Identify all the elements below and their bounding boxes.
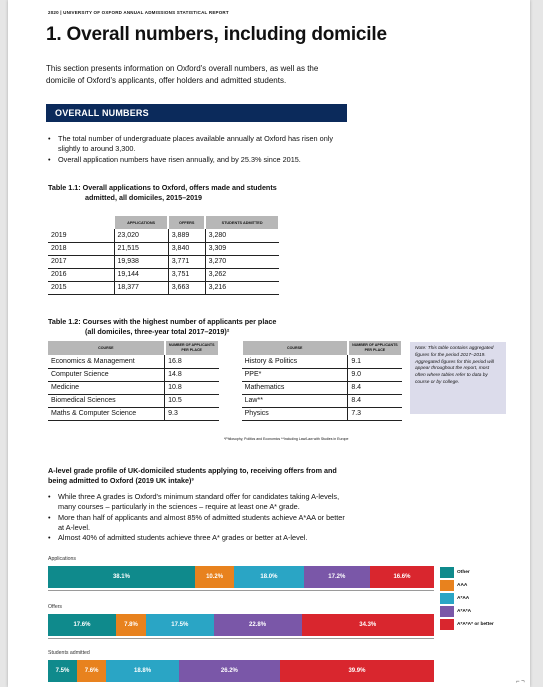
legend-label: A*A*A* or better: [457, 622, 494, 627]
legend-swatch: [440, 606, 454, 617]
legend-item: [440, 618, 494, 631]
col-header: COURSE: [242, 341, 348, 355]
bar-segment: 7.5%: [48, 660, 77, 682]
table-row: 2019 23,020 3,889 3,280: [48, 229, 279, 242]
table-row: 2017 19,938 3,771 3,270: [48, 255, 279, 268]
note-box: Note: This table contains aggregated figures for the period 2017–2019. Aggregated figures for this period will appear throughout the report, most often where tables refer to data by course or by college.: [410, 342, 506, 414]
col-header: APPLICATIONS: [114, 216, 168, 229]
legend-swatch: [440, 593, 454, 604]
table1-caption: Table 1.1: Overall applications to Oxford, offers made and students admitted, all domiciles, 2015–2019: [48, 183, 277, 202]
col-header: NUMBER OF APPLICANTS PER PLACE: [165, 341, 219, 355]
stacked-bar: [48, 566, 434, 588]
running-head: 2020 | UNIVERSITY OF OXFORD ANNUAL ADMISSIONS STATISTICAL REPORT: [48, 10, 229, 15]
bar-segment: 34.3%: [302, 614, 434, 636]
bar-segment: 22.8%: [214, 614, 302, 636]
bar-segment: 7.8%: [116, 614, 146, 636]
bar-category-label: Applications: [48, 556, 76, 562]
table-overall-applications: [48, 216, 280, 295]
divider: [48, 638, 434, 639]
bar-segment: 17.2%: [304, 566, 370, 588]
bar-category-label: Offers: [48, 604, 63, 610]
legend-label: Other: [457, 570, 470, 575]
bar-segment: 38.1%: [48, 566, 195, 588]
page-title: 1. Overall numbers, including domicile: [46, 24, 387, 45]
table2-footnote: *Philosophy, Politics and Economics **Including Law/Law with Studies in Europe: [224, 437, 349, 441]
table-row: 2015 18,377 3,663 3,216: [48, 281, 279, 294]
legend-item: [440, 566, 494, 579]
legend-swatch: [440, 580, 454, 591]
overall-bullets: [48, 134, 338, 165]
table-row: 2016 19,144 3,751 3,262: [48, 268, 279, 281]
table-row: Biomedical Sciences 10.5 Law** 8.4: [48, 394, 402, 407]
bullet-item: • Overall application numbers have risen annually, and by 25.3% since 2015.: [48, 155, 338, 165]
table-row: Computer Science 14.8 PPE* 9.0: [48, 368, 402, 381]
col-header: NUMBER OF APPLICANTS PER PLACE: [348, 341, 402, 355]
table-row: Maths & Computer Science 9.3 Physics 7.3: [48, 407, 402, 420]
table2-caption: Table 1.2: Courses with the highest number of applicants per place (all domiciles, three-year total 2017–2019)²: [48, 317, 277, 336]
legend-item: [440, 592, 494, 605]
bar-segment: 26.2%: [179, 660, 280, 682]
bar-category-label: Students admitted: [48, 650, 90, 656]
legend-item: [440, 605, 494, 618]
report-page: [8, 0, 530, 687]
bar-segment: 17.5%: [146, 614, 214, 636]
stacked-bar: [48, 614, 434, 636]
section-heading: OVERALL NUMBERS: [46, 104, 347, 122]
legend-label: AAA: [457, 583, 468, 588]
bar-segment: 7.6%: [77, 660, 106, 682]
alevel-caption: A-level grade profile of UK-domiciled students applying to, receiving offers from and being admitted to Oxford (2019 UK intake)³: [48, 466, 337, 486]
bullet-item: • Almost 40% of admitted students achieve three A* grades or better at A-level.: [48, 533, 348, 543]
table-row: Medicine 10.8 Mathematics 8.4: [48, 381, 402, 394]
col-header: OFFERS: [168, 216, 205, 229]
table-row: Economics & Management 16.8 History & Politics 9.1: [48, 355, 402, 368]
table-row: 2018 21,515 3,840 3,309: [48, 242, 279, 255]
legend-swatch: [440, 619, 454, 630]
legend-label: A*A*A: [457, 609, 472, 614]
page-corner-mark: ⌐ ¬: [516, 679, 525, 685]
legend-swatch: [440, 567, 454, 578]
bullet-item: • The total number of undergraduate places available annually at Oxford has risen only slightly to around 3,300.: [48, 134, 338, 155]
divider: [48, 590, 434, 591]
bar-segment: 10.2%: [195, 566, 234, 588]
alevel-bullets: [48, 492, 348, 543]
table-applicants-per-place: [48, 341, 403, 421]
bar-segment: 17.6%: [48, 614, 116, 636]
intro-paragraph: This section presents information on Oxford's overall numbers, as well as the domicile of Oxford's applicants, offer holders and admitted students.: [46, 64, 319, 85]
stacked-bar: [48, 660, 434, 682]
bar-segment: 39.9%: [280, 660, 434, 682]
bar-segment: 18.0%: [234, 566, 303, 588]
col-header: COURSE: [48, 341, 165, 355]
legend-item: [440, 579, 494, 592]
bullet-item: • More than half of applicants and almost 85% of admitted students achieve A*AA or better at A-level.: [48, 513, 348, 534]
bar-segment: 16.6%: [370, 566, 434, 588]
bar-segment: 18.8%: [106, 660, 179, 682]
bullet-item: • While three A grades is Oxford's minimum standard offer for candidates taking A-levels, many courses – particularly in the sciences – require at least one A* grade.: [48, 492, 348, 513]
legend-label: A*AA: [457, 596, 470, 601]
chart-legend: [440, 566, 494, 631]
col-header: STUDENTS ADMITTED: [205, 216, 279, 229]
